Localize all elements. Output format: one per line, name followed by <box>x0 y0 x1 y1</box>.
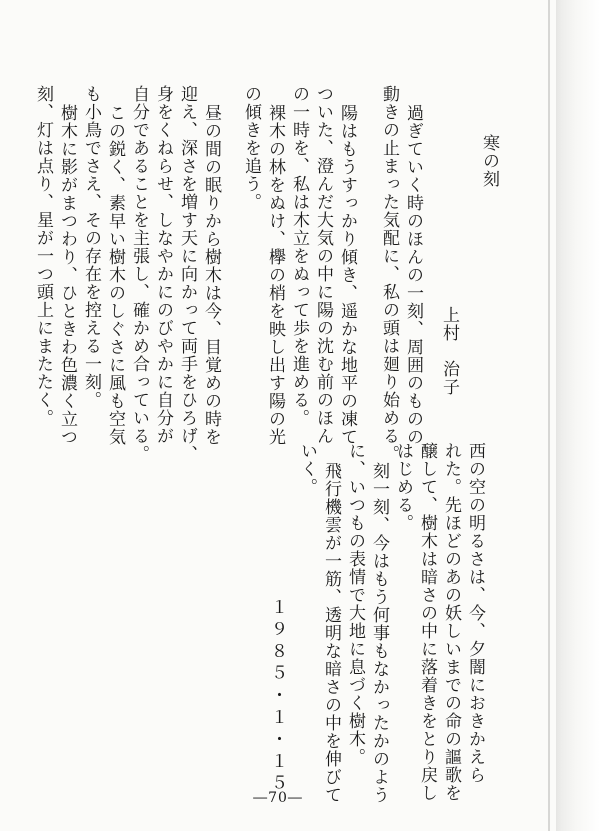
paragraph-line: 刻一刻、今はもう何事もなかったかのよう <box>369 462 389 804</box>
paragraph-line: の一時を、私は木立をぬって歩を進める。 <box>289 85 309 427</box>
paragraph-line: はじめる。 <box>393 442 413 532</box>
paragraph-line: 過ぎていく時のほんの一刻、周囲のものの <box>403 104 423 446</box>
paragraph-line: 醸して、樹木は暗さの中に落着きをとり戻し <box>417 442 437 802</box>
paragraph-line: いく。 <box>297 442 317 496</box>
essay-title: 寒の刻 <box>479 134 499 188</box>
paragraph-line: 陽はもうすっかり傾き、遥かな地平の凍て <box>337 104 357 446</box>
paragraph-line: 自分であることを主張し、確かめ合っている。 <box>129 85 149 463</box>
paragraph-line: 身をくねらせ、しなやかにのびやかに自分が <box>153 85 173 445</box>
paragraph-line: れた。先ほどのあの妖しいまでの命の謳歌を <box>441 442 461 802</box>
paragraph-line: 西の空の明るさは、今、夕闇におきかえら <box>465 442 485 784</box>
paragraph-line: 昼の間の眠りから樹木は今、目覚めの時を <box>201 104 221 446</box>
paragraph-line: に、いつもの表情で大地に息づく樹木。 <box>345 442 365 766</box>
paragraph-line: ついた、澄んだ大気の中に陽の沈む前のほん <box>313 85 333 445</box>
paragraph-line: 飛行機雲が一筋、透明な暗さの中を伸びて <box>321 462 341 804</box>
page-edge-line <box>548 0 550 831</box>
paragraph-line: 動きの止まった気配に、私の頭は廻り始める。 <box>379 85 399 463</box>
paragraph-line: 裸木の林をぬけ、欅の梢を映し出す陽の光 <box>265 104 285 446</box>
paragraph-line: 樹木に影がまつわり、ひときわ色濃く立つ <box>57 104 77 446</box>
page-edge-shadow <box>556 0 600 831</box>
paragraph-line: の傾きを追う。 <box>241 85 261 211</box>
paragraph-line: この鋭く、素早い樹木のしぐさに風も空気 <box>105 104 125 446</box>
paragraph-line: 迎え、深さを増す天に向かって両手をひろげ、 <box>177 85 197 463</box>
author-name: 上村 治子 <box>439 306 459 396</box>
paragraph-line: も小鳥でさえ、その存在を控える一刻。 <box>81 85 101 409</box>
essay-date: １９８５・１・１５ <box>267 598 287 796</box>
paragraph-line: 刻、灯は点り、星が一つ頭上にまたたく。 <box>33 85 53 427</box>
page-number: ―70― <box>253 790 303 806</box>
